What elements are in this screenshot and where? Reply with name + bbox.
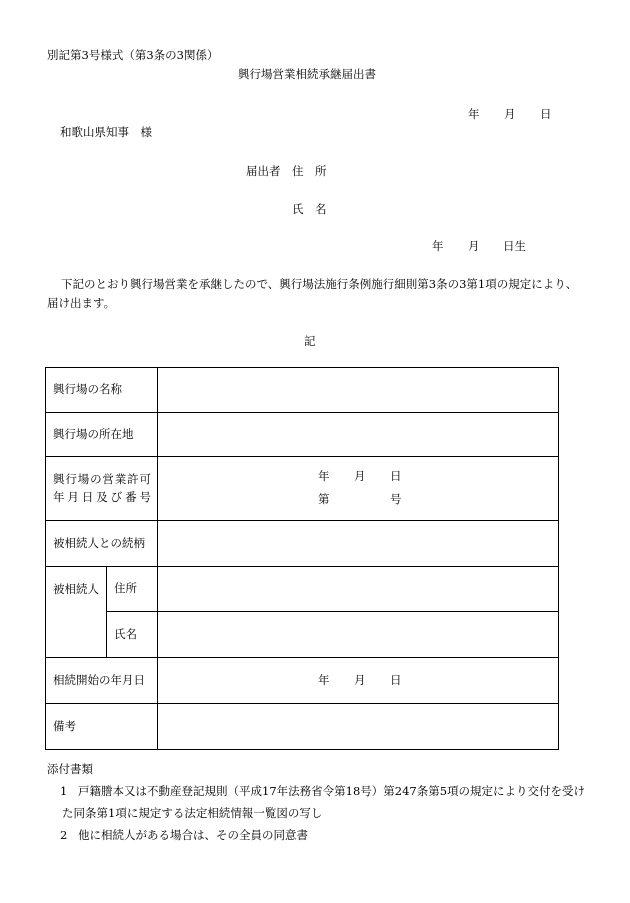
permit-label — [46, 457, 158, 521]
permit-label-line1: 興行場の営業許可 — [53, 472, 151, 487]
document-title: 興行場営業相続承継届出書 — [238, 67, 376, 81]
attachment-1-line1: 戸籍謄本又は不動産登記規則（平成17年法務省令第18号）第247条第5項の規定により交付を受け — [78, 784, 586, 798]
inherit-day-label: 日 — [390, 673, 402, 687]
attachment-2-text: 他に相続人がある場合は、その全員の同意書 — [78, 828, 308, 842]
permit-day-label: 日 — [390, 469, 402, 483]
permit-label-line2: 年月日及び番号 — [53, 489, 151, 504]
decedent-address-label: 住所 — [107, 567, 158, 612]
decedent-address-value[interactable] — [158, 567, 559, 612]
date-year-label: 年 — [468, 107, 480, 121]
remarks-label: 備考 — [46, 704, 158, 750]
applicant-label: 届出者 — [246, 164, 281, 178]
decedent-name-label: 氏名 — [107, 612, 158, 658]
body-text-line2: 届け出ます。 — [47, 296, 116, 310]
decedent-name-value[interactable] — [158, 612, 559, 658]
table-row-venue-name — [46, 368, 559, 413]
notification-form-table — [45, 367, 559, 750]
table-row-decedent-name — [46, 612, 559, 658]
table-row-relation — [46, 521, 559, 567]
addressee: 和歌山県知事 様 — [60, 125, 152, 139]
attachment-1-number: 1 — [60, 784, 68, 798]
ki-label: 記 — [304, 334, 316, 348]
birth-day-suffix: 日生 — [503, 239, 526, 253]
permit-go-label: 号 — [390, 492, 402, 506]
remarks-value[interactable] — [158, 704, 559, 750]
permit-year-label: 年 — [318, 469, 330, 483]
birth-month-label: 月 — [468, 239, 480, 253]
relation-value[interactable] — [158, 521, 559, 567]
attachments-heading: 添付書類 — [47, 762, 93, 776]
venue-location-label: 興行場の所在地 — [46, 413, 158, 457]
table-row-decedent-address — [46, 567, 559, 612]
venue-name-label: 興行場の名称 — [46, 368, 158, 413]
date-month-label: 月 — [504, 107, 516, 121]
applicant-name-label: 氏 名 — [292, 202, 327, 216]
permit-month-label: 月 — [354, 469, 366, 483]
inherit-month-label: 月 — [354, 673, 366, 687]
body-text-line1: 下記のとおり興行場営業を承継したので、興行場法施行条例施行細則第3条の3第1項の規定により、 — [61, 277, 578, 291]
applicant-address-label: 住 所 — [292, 164, 327, 178]
venue-name-value[interactable] — [158, 368, 559, 413]
venue-location-value[interactable] — [158, 413, 559, 457]
inherit-year-label: 年 — [318, 673, 330, 687]
table-row-remarks — [46, 704, 559, 750]
inherit-start-label: 相続開始の年月日 — [46, 658, 158, 704]
table-row-permit — [46, 457, 559, 521]
form-number: 別記第3号様式（第3条の3関係） — [47, 48, 219, 62]
inherit-start-value[interactable] — [158, 658, 559, 704]
attachment-2-number: 2 — [60, 828, 68, 842]
relation-label: 被相続人との続柄 — [46, 521, 158, 567]
birth-year-label: 年 — [432, 239, 444, 253]
date-day-label: 日 — [540, 107, 552, 121]
table-row-venue-location — [46, 413, 559, 457]
permit-dai-label: 第 — [318, 492, 330, 506]
decedent-label: 被相続人 — [46, 567, 107, 658]
attachment-1-line2: た同条第1項に規定する法定相続情報一覧図の写し — [62, 806, 323, 820]
table-row-inherit-start — [46, 658, 559, 704]
permit-value[interactable] — [158, 457, 559, 521]
